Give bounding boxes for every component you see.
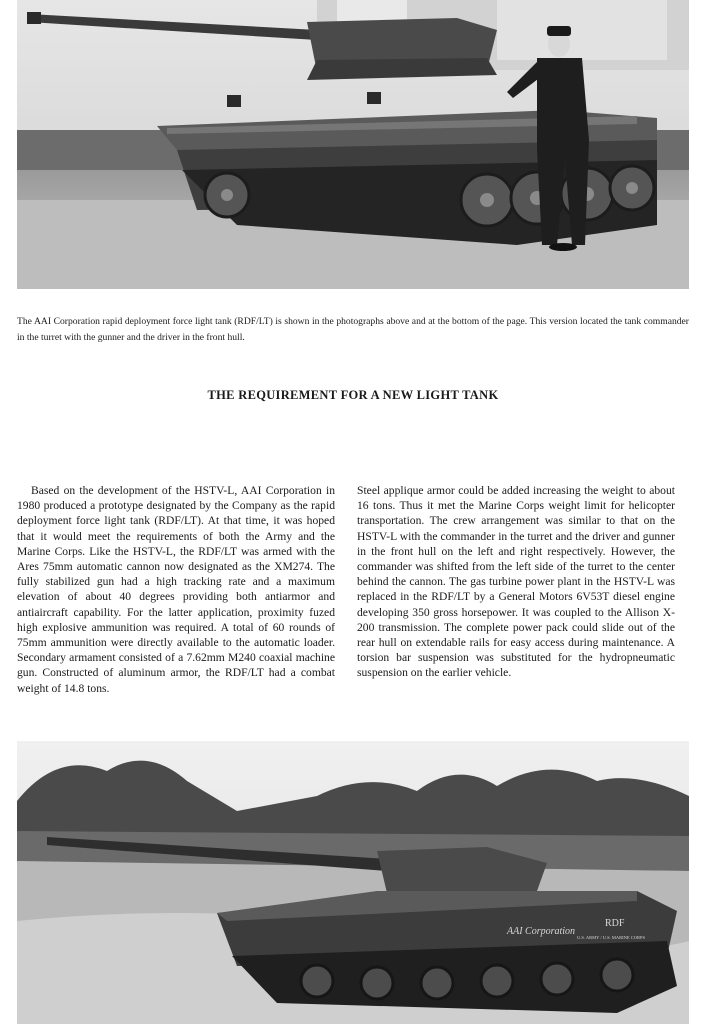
section-title: THE REQUIREMENT FOR A NEW LIGHT TANK	[207, 388, 499, 402]
photo-rdf-lt-with-soldier	[17, 0, 689, 289]
hull-text-aai-corporation: AAI Corporation	[507, 926, 576, 937]
body-text-right-column: Steel applique armor could be added increasing the weight to about 16 tons. Thus it met the Marine Corps weight limit for helicopter transportation. The crew arrangement was similar to that on the HSTV-L with the commander in the turret and the driver and gunner in the front hull on the left and right respectively. However, the commander was shifted from the left side of the turret to the center behind the cannon. The gas turbine power plant in the HSTV-L was replaced in the RDF/LT by a General Motors 6V53T diesel engine developing 350 gross horsepower. It was coupled to the Allison X-200 transmission. The complete power pack could slide out of the rear hull on extendable rails for easy access during maintenance. A torsion bar suspension was substituted for the hydropneumatic suspension on the earlier vehicle.	[357, 484, 675, 680]
hull-marking-rdf: RDF	[605, 918, 625, 929]
hull-marking-service: U.S. ARMY / U.S. MARINE CORPS	[577, 935, 645, 940]
body-text-left-column: Based on the development of the HSTV-L, AAI Corporation in 1980 produced a prototype designated by the Company as the rapid deployment force light tank (RDF/LT). At that time, it was hoped that it would meet the requirements of both the Army and the Marine Corps. Like the HSTV-L, the RDF/LT was armed with the Ares 75mm automatic cannon now designated as the XM274. The fully stabilized gun had a high tracking rate and a maximum elevation of about 40 degrees providing both antiarmor and antiaircraft capability. For the latter application, proximity fuzed high explosive ammunition was required. A total of 60 rounds of 75mm ammunition were directly available to the automatic loader. Secondary armament consisted of a 7.62mm M240 coaxial machine gun. Constructed of aluminum armor, the RDF/LT had a combat weight of 14.8 tons.	[17, 484, 335, 695]
photo-caption: The AAI Corporation rapid deployment force light tank (RDF/LT) is shown in the photographs above and at the bottom of the page. This version located the tank commander in the turret with the gunner and the driver in the front hull.	[17, 316, 689, 343]
photo-rdf-lt-in-field	[17, 741, 689, 1024]
